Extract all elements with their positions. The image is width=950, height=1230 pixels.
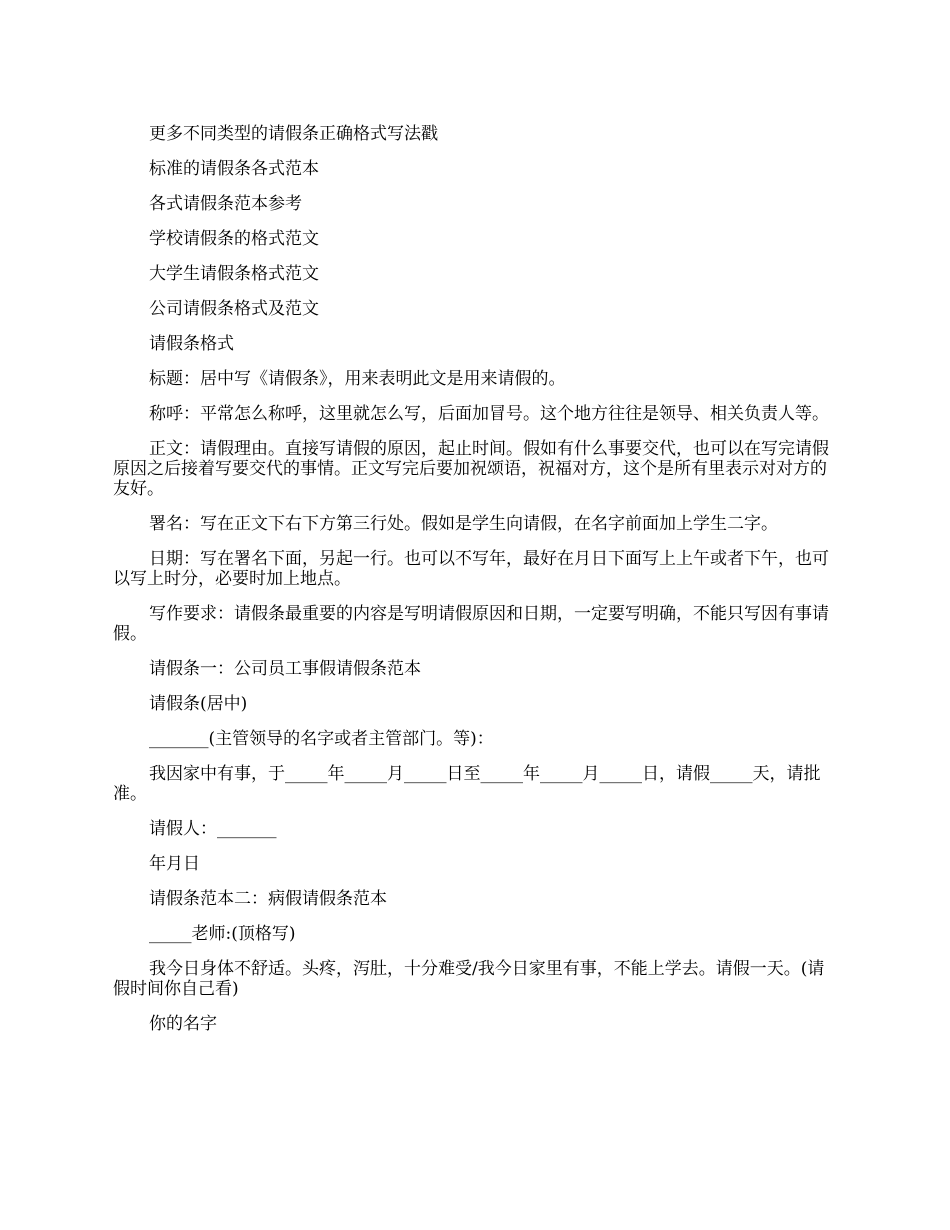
paragraph-signature-rule: 署名：写在正文下右下方第三行处。假如是学生向请假，在名字前面加上学生二字。 — [149, 514, 778, 534]
paragraph-sample-one-salutation: _______(主管领导的名字或者主管部门。等)： — [149, 729, 494, 749]
paragraph-sample-two-body: 我今日身体不舒适。头疼，泻肚，十分难受/我今日家里有事，不能上学去。请假一天。(请假时间你自己看) — [113, 959, 825, 999]
paragraph-sample-two-signature: 你的名字 — [149, 1014, 217, 1034]
paragraph-sample-one-signature: 请假人：_______ — [149, 819, 277, 839]
paragraph-salutation-rule: 称呼：平常怎么称呼，这里就怎么写，后面加冒号。这个地方往往是领导、相关负责人等。 — [149, 404, 829, 424]
paragraph-sample-two-heading: 请假条范本二：病假请假条范本 — [149, 889, 387, 909]
paragraph-date-rule: 日期：写在署名下面，另起一行。也可以不写年，最好在月日下面写上上午或者下午，也可以写上时分，必要时加上地点。 — [113, 549, 829, 589]
paragraph-format-heading: 请假条格式 — [149, 334, 234, 354]
paragraph-template-reference: 各式请假条范本参考 — [149, 194, 302, 214]
paragraph-sample-one-heading: 请假条一：公司员工事假请假条范本 — [149, 659, 421, 679]
paragraph-sample-two-salutation: _____老师:(顶格写) — [149, 924, 296, 944]
document-body — [113, 124, 838, 1049]
paragraph-standard-template: 标准的请假条各式范本 — [149, 159, 319, 179]
paragraph-more-formats: 更多不同类型的请假条正确格式写法戳 — [149, 124, 438, 144]
paragraph-sample-one-date: 年月日 — [149, 854, 200, 874]
paragraph-school-template: 学校请假条的格式范文 — [149, 229, 319, 249]
paragraph-sample-one-title: 请假条(居中) — [149, 694, 248, 714]
paragraph-college-template: 大学生请假条格式范文 — [149, 264, 319, 284]
paragraph-body-rule: 正文：请假理由。直接写请假的原因，起止时间。假如有什么事要交代，也可以在写完请假原因之后接着写要交代的事情。正文写完后要加祝颂语，祝福对方，这个是所有里表示对对方的友好。 — [113, 439, 829, 499]
paragraph-title-rule: 标题：居中写《请假条》，用来表明此文是用来请假的。 — [149, 369, 566, 389]
paragraph-writing-requirements: 写作要求：请假条最重要的内容是写明请假原因和日期，一定要写明确，不能只写因有事请假。 — [113, 604, 829, 644]
paragraph-sample-one-body: 我因家中有事，于_____年_____月_____日至_____年_____月_____日，请假_____天，请批准。 — [113, 764, 821, 804]
paragraph-company-template: 公司请假条格式及范文 — [149, 299, 319, 319]
